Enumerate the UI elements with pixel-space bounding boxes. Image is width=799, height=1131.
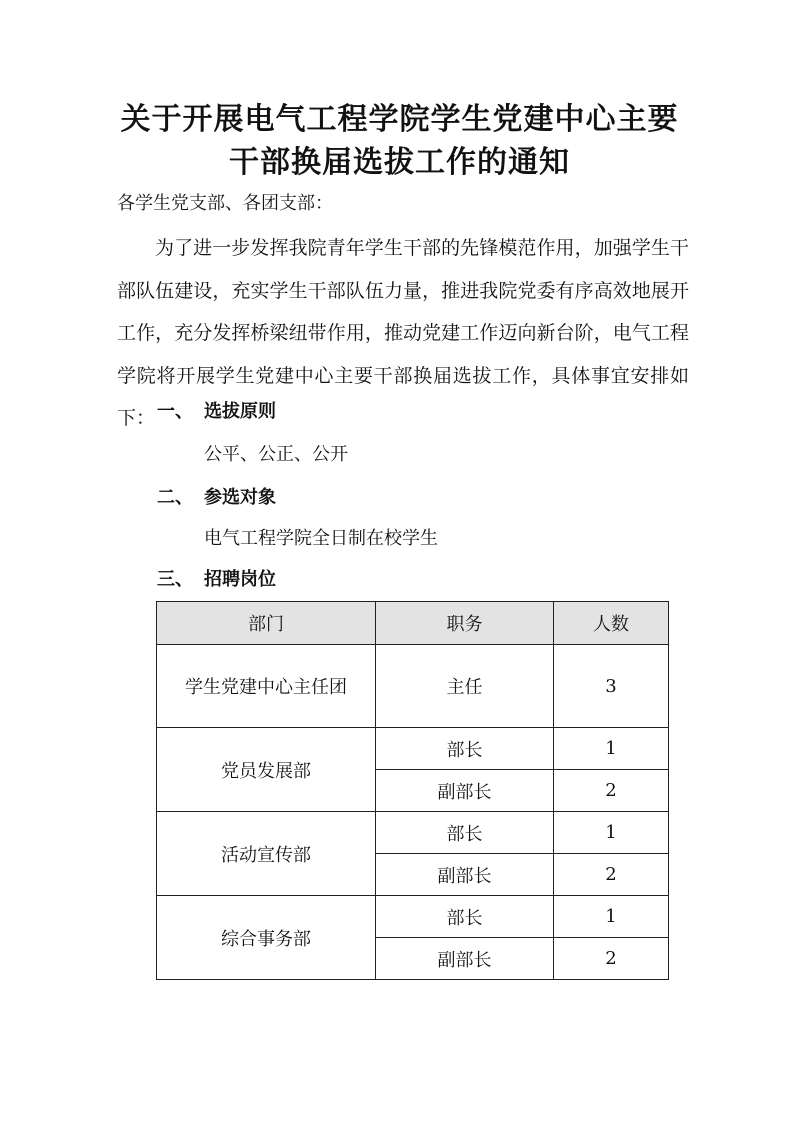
section-title: 选拔原则	[204, 401, 276, 422]
count-cell: 2	[554, 938, 669, 980]
count-cell: 1	[554, 728, 669, 770]
section-heading-positions	[157, 566, 276, 594]
role-cell: 主任	[376, 645, 554, 728]
department-cell: 综合事务部	[157, 896, 376, 980]
count-cell: 3	[554, 645, 669, 728]
section-number: 一、	[157, 401, 193, 422]
header-count: 人数	[554, 602, 669, 645]
table-row	[157, 896, 669, 938]
table-row	[157, 645, 669, 728]
table-row	[157, 728, 669, 770]
section-title: 招聘岗位	[204, 569, 276, 590]
table-row	[157, 812, 669, 854]
count-cell: 1	[554, 896, 669, 938]
role-cell: 副部长	[376, 938, 554, 980]
department-cell: 活动宣传部	[157, 812, 376, 896]
positions-table	[156, 601, 669, 980]
intro-paragraph: 为了进一步发挥我院青年学生干部的先锋模范作用，加强学生干部队伍建设，充实学生干部队伍力量，推进我院党委有序高效地展开工作，充分发挥桥梁纽带作用，推动党建工作迈向新台阶，电气工程学院将开展学生党建中心主要干部换届选拔工作，具体事宜安排如下：	[117, 237, 689, 429]
role-cell: 部长	[376, 896, 554, 938]
document-title-line-1: 关于开展电气工程学院学生党建中心主要	[120, 102, 679, 137]
section-number: 二、	[157, 487, 193, 508]
section-heading-eligibility	[157, 484, 276, 512]
department-cell: 学生党建中心主任团	[157, 645, 376, 728]
count-cell: 2	[554, 854, 669, 896]
role-cell: 副部长	[376, 770, 554, 812]
department-cell: 党员发展部	[157, 728, 376, 812]
role-cell: 部长	[376, 812, 554, 854]
header-department: 部门	[157, 602, 376, 645]
section-title: 参选对象	[204, 487, 276, 508]
section-heading-principles	[157, 398, 276, 426]
document-title-line-2: 干部换届选拔工作的通知	[229, 145, 570, 180]
role-cell: 副部长	[376, 854, 554, 896]
header-role: 职务	[376, 602, 554, 645]
section-number: 三、	[157, 569, 193, 590]
role-cell: 部长	[376, 728, 554, 770]
count-cell: 2	[554, 770, 669, 812]
table-header-row	[157, 602, 669, 645]
section-body-principles: 公平、公正、公开	[204, 444, 348, 465]
salutation: 各学生党支部、各团支部：	[117, 193, 333, 214]
count-cell: 1	[554, 812, 669, 854]
section-body-eligibility: 电气工程学院全日制在校学生	[204, 528, 438, 549]
